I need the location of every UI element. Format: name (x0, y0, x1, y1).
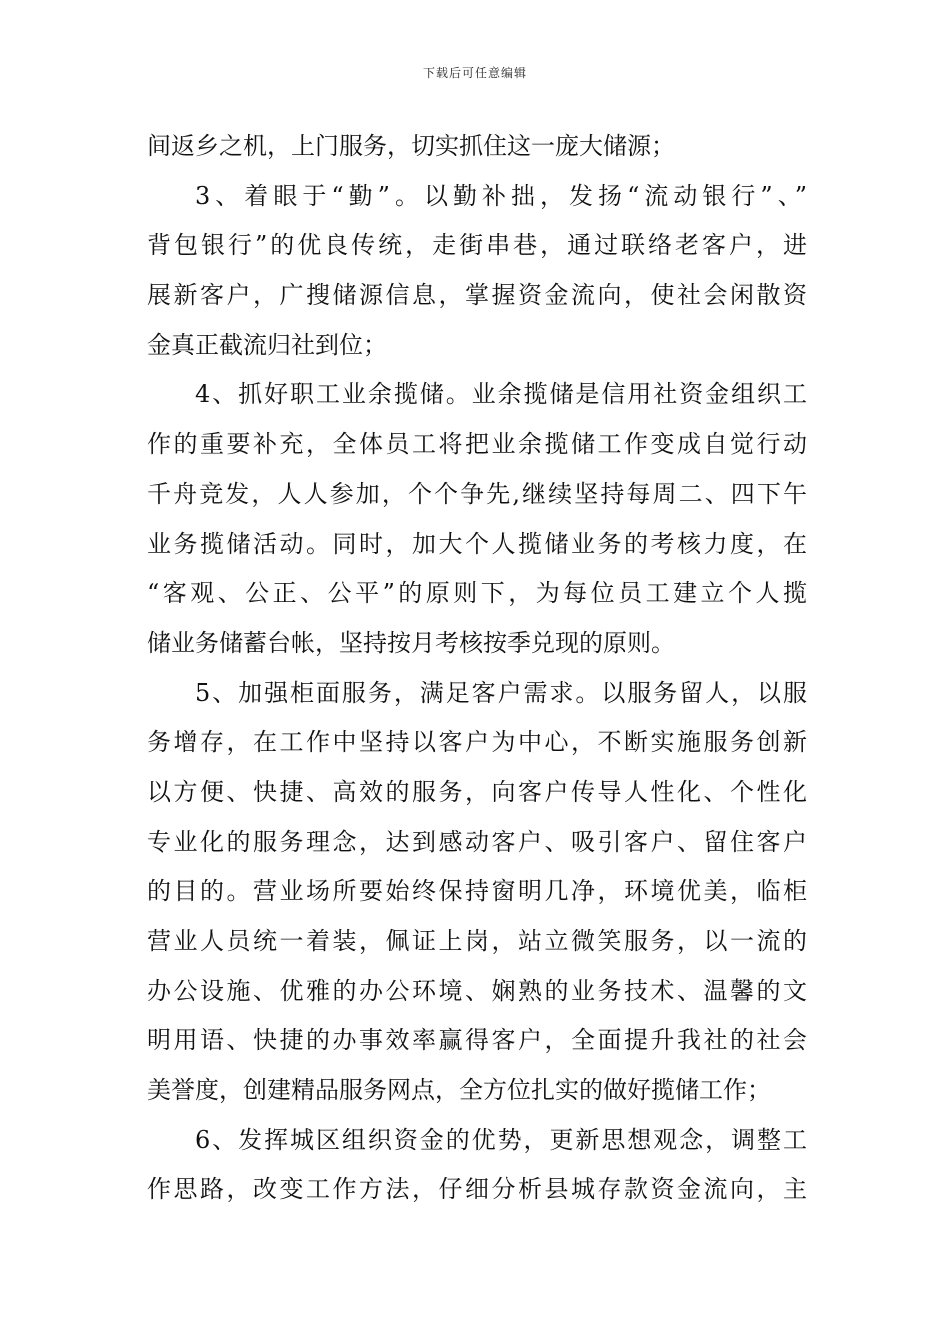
text-line: “客观、公正、公平”的原则下，为每位员工建立个人揽 (147, 579, 807, 608)
document-body (147, 122, 807, 1215)
text-line: 务增存，在工作中坚持以客户为中心，不断实施服务创新 (147, 728, 807, 757)
text-line: 美誉度，创建精品服务网点，全方位扎实的做好揽储工作； (147, 1076, 771, 1105)
text-line: 业务揽储活动。同时，加大个人揽储业务的考核力度，在 (147, 529, 807, 558)
text-line: 以方便、快捷、高效的服务，向客户传导人性化、个性化 (147, 777, 807, 806)
text-line: 办公设施、优雅的办公环境、娴熟的业务技术、温馨的文 (147, 976, 807, 1005)
text-line: 的目的。营业场所要始终保持窗明几净，环境优美，临柜 (147, 877, 807, 906)
text-line: 6、发挥城区组织资金的优势，更新思想观念，调整工 (195, 1125, 807, 1154)
text-line: 金真正截流归社到位； (147, 330, 387, 359)
text-line: 明用语、快捷的办事效率赢得客户，全面提升我社的社会 (147, 1026, 807, 1055)
text-line: 背包银行”的优良传统，走街串巷，通过联络老客户，进 (147, 231, 807, 260)
text-line: 专业化的服务理念，达到感动客户、吸引客户、留住客户 (147, 827, 807, 856)
text-line: 储业务储蓄台帐，坚持按月考核按季兑现的原则。 (147, 628, 675, 657)
text-line: 作思路，改变工作方法，仔细分析县城存款资金流向，主 (147, 1175, 807, 1204)
text-line: 3、着眼于“勤”。以勤补拙，发扬“流动银行”、” (195, 181, 807, 210)
text-line: 4、抓好职工业余揽储。业余揽储是信用社资金组织工 (195, 380, 807, 409)
text-line: 作的重要补充，全体员工将把业余揽储工作变成自觉行动 (147, 430, 807, 459)
text-line: 5、加强柜面服务，满足客户需求。以服务留人，以服 (195, 678, 807, 707)
text-line: 间返乡之机，上门服务，切实抓住这一庞大储源； (147, 132, 675, 160)
page-header: 下载后可任意编辑 (422, 66, 527, 80)
text-line: 展新客户，广搜储源信息，掌握资金流向，使社会闲散资 (147, 281, 807, 310)
text-line: 千舟竞发，人人参加，个个争先,继续坚持每周二、四下午 (147, 479, 807, 508)
text-line: 营业人员统一着装，佩证上岗，站立微笑服务，以一流的 (147, 927, 807, 955)
